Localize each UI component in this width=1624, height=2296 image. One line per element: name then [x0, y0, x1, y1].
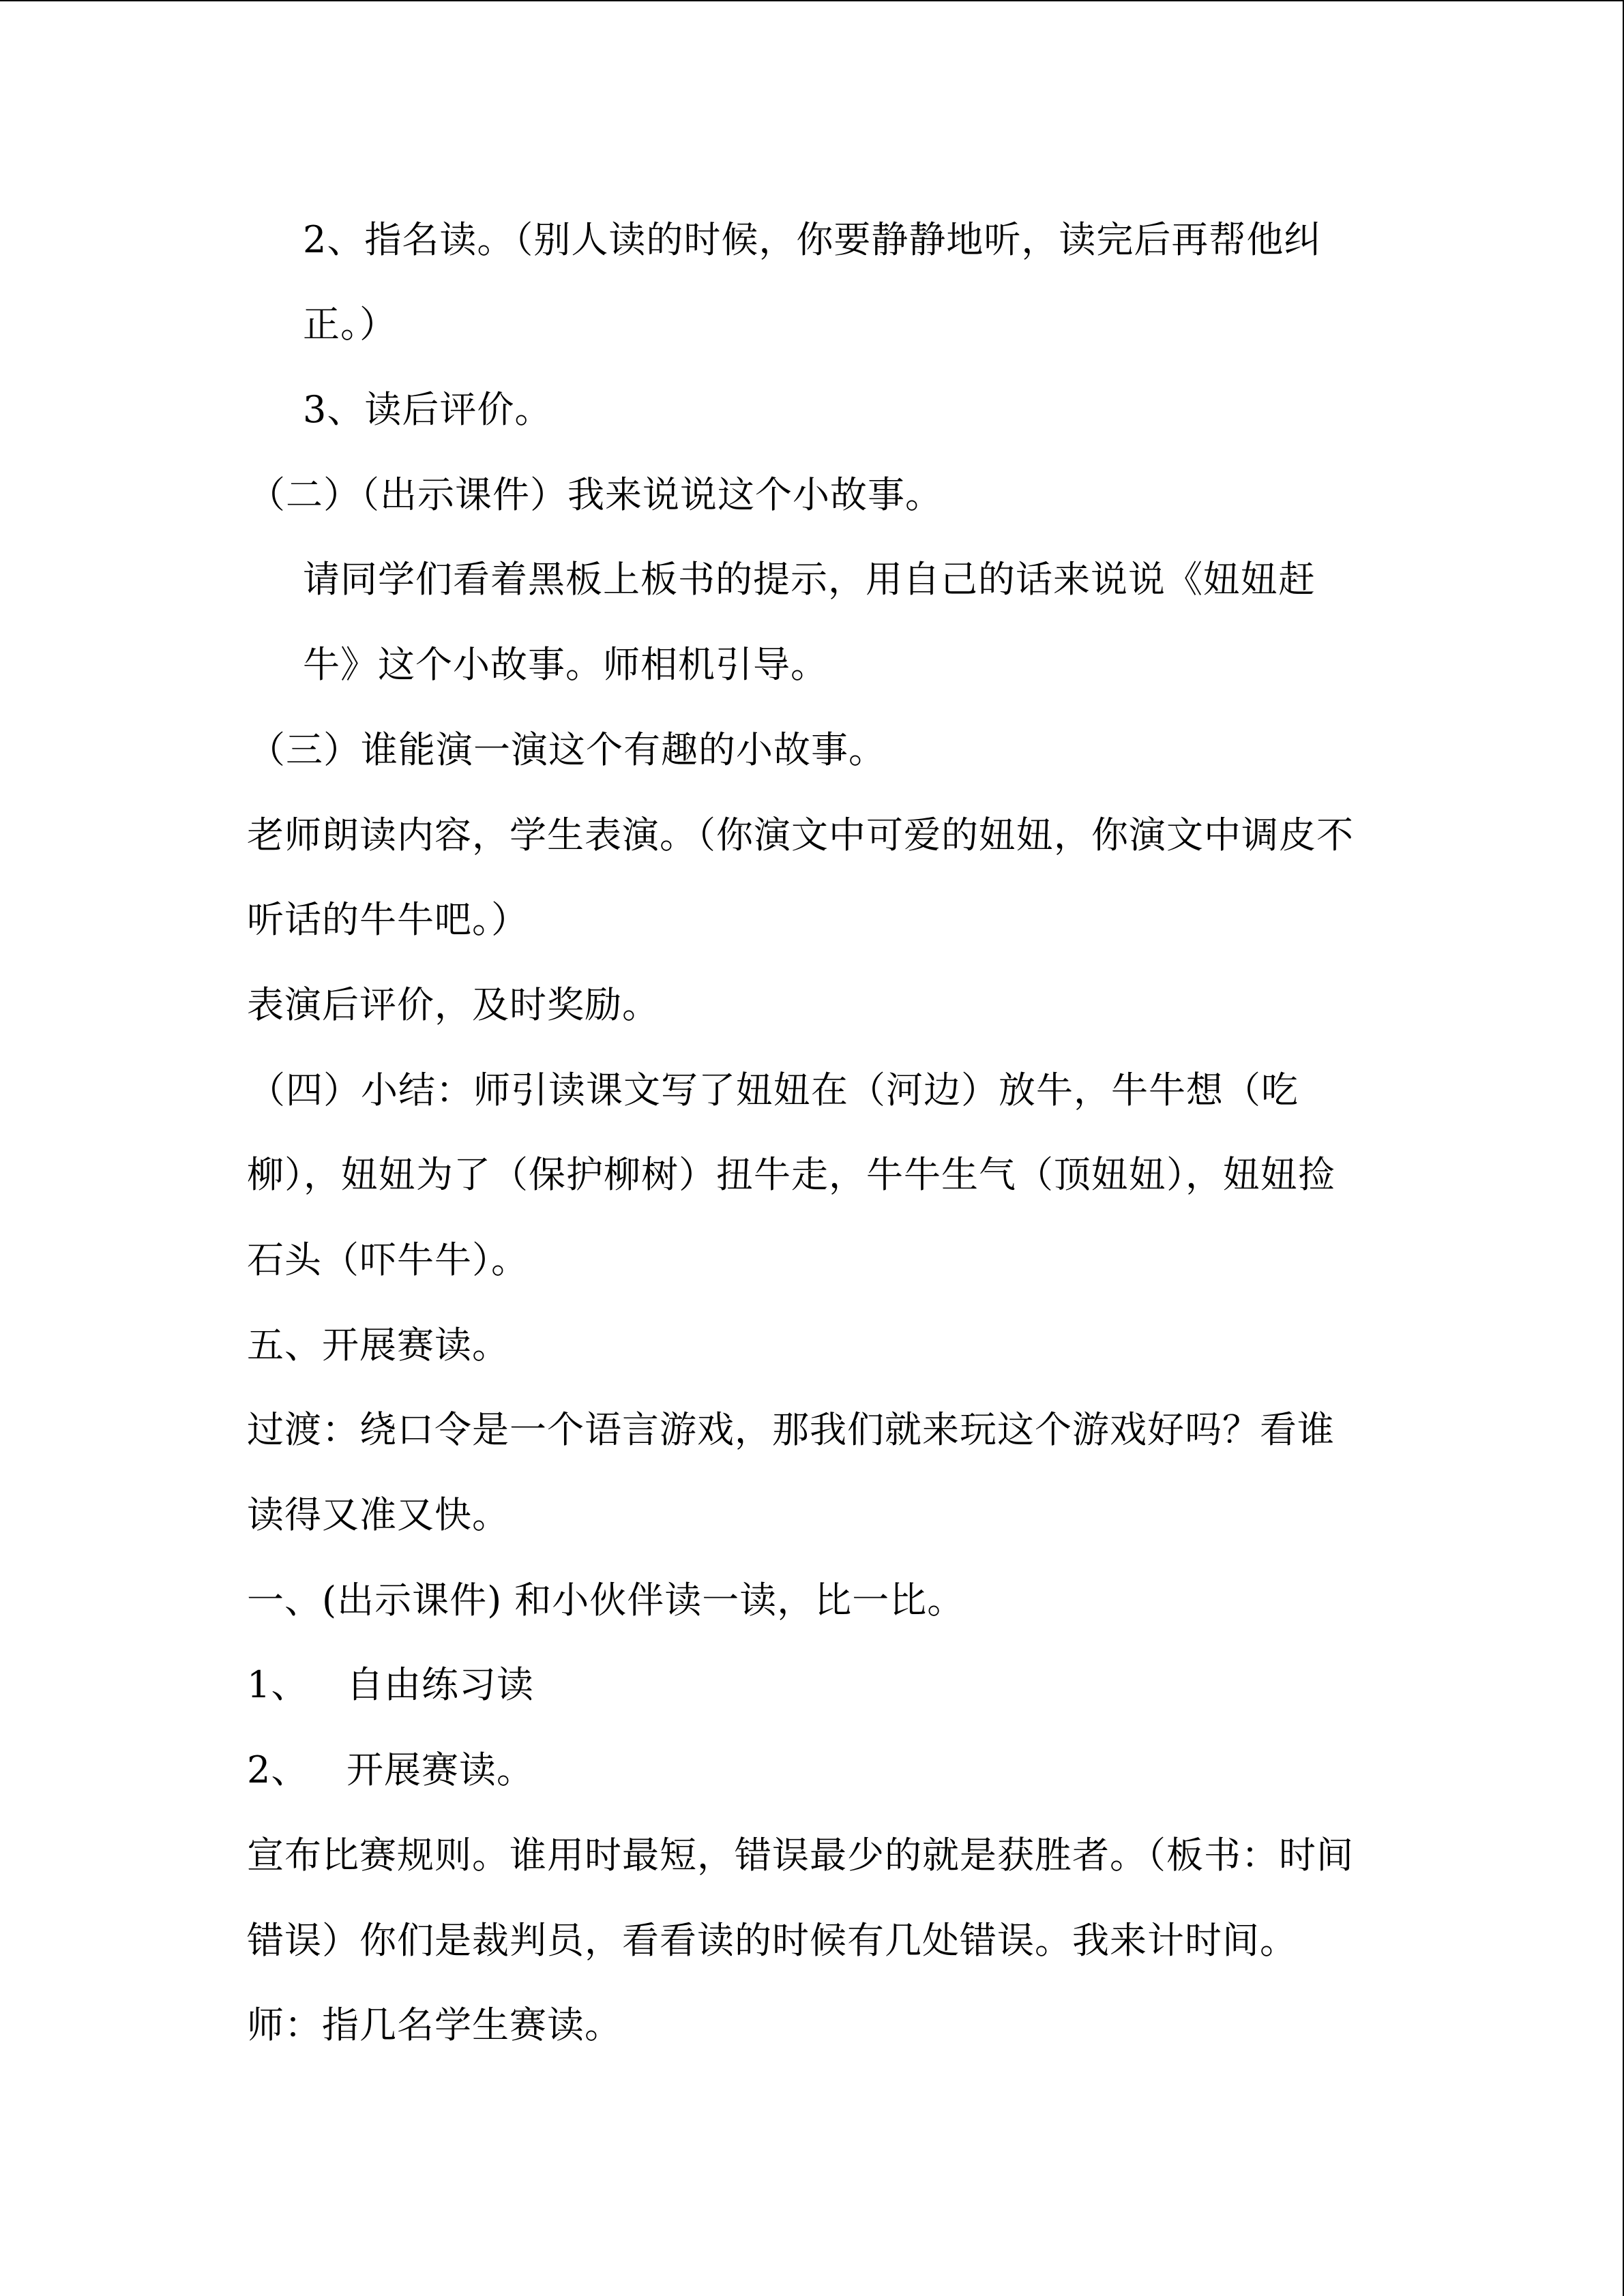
paragraph-line: 错误）你们是裁判员，看看读的时候有几处错误。我来计时间。: [247, 1919, 1297, 1962]
list-item: [247, 1661, 534, 1709]
paragraph-line: 过渡：绕口令是一个语言游戏，那我们就来玩这个游戏好吗？看谁: [247, 1408, 1335, 1451]
paragraph-line: 听话的牛牛吧。）: [247, 898, 529, 941]
paragraph-line: 3、读后评价。: [303, 388, 552, 431]
list-item-text: 开展赛读。: [346, 1748, 534, 1791]
list-item: [247, 1746, 534, 1794]
paragraph-line: 柳），妞妞为了（保护柳树）扭牛走，牛牛生气（顶妞妞），妞妞捡: [247, 1153, 1335, 1196]
paragraph-line: 老师朗读内容，学生表演。（你演文中可爱的妞妞，你演文中调皮不: [247, 814, 1354, 856]
section-heading: 五、开展赛读。: [247, 1324, 510, 1367]
paragraph-line: 读得又准又快。: [247, 1493, 510, 1536]
section-heading: （三）谁能演一演这个有趣的小故事。: [248, 728, 886, 771]
paragraph-line: 石头（吓牛牛）。: [247, 1238, 529, 1281]
paragraph-line: 表演后评价，及时奖励。: [247, 983, 660, 1026]
list-number: 2、: [247, 1748, 309, 1791]
section-heading: 一、(出示课件) 和小伙伴读一读，比一比。: [247, 1579, 965, 1622]
list-number: 1、: [247, 1663, 309, 1706]
section-heading: （四）小结：师引读课文写了妞妞在（河边）放牛，牛牛想（吃: [248, 1069, 1299, 1112]
list-item-text: 自由练习读: [346, 1663, 534, 1706]
paragraph-line: 正。）: [303, 303, 397, 346]
paragraph-line: 请同学们看着黑板上板书的提示，用自己的话来说说《妞妞赶: [303, 558, 1316, 601]
paragraph-line: 师：指几名学生赛读。: [247, 2003, 622, 2046]
paragraph-line: 2、指名读。（别人读的时候，你要静静地听，读完后再帮他纠: [303, 218, 1322, 261]
paragraph-line: 牛》这个小故事。师相机引导。: [303, 643, 828, 686]
section-heading: （二）（出示课件）我来说说这个小故事。: [248, 473, 943, 516]
paragraph-line: 宣布比赛规则。谁用时最短，错误最少的就是获胜者。（板书：时间: [247, 1834, 1354, 1877]
